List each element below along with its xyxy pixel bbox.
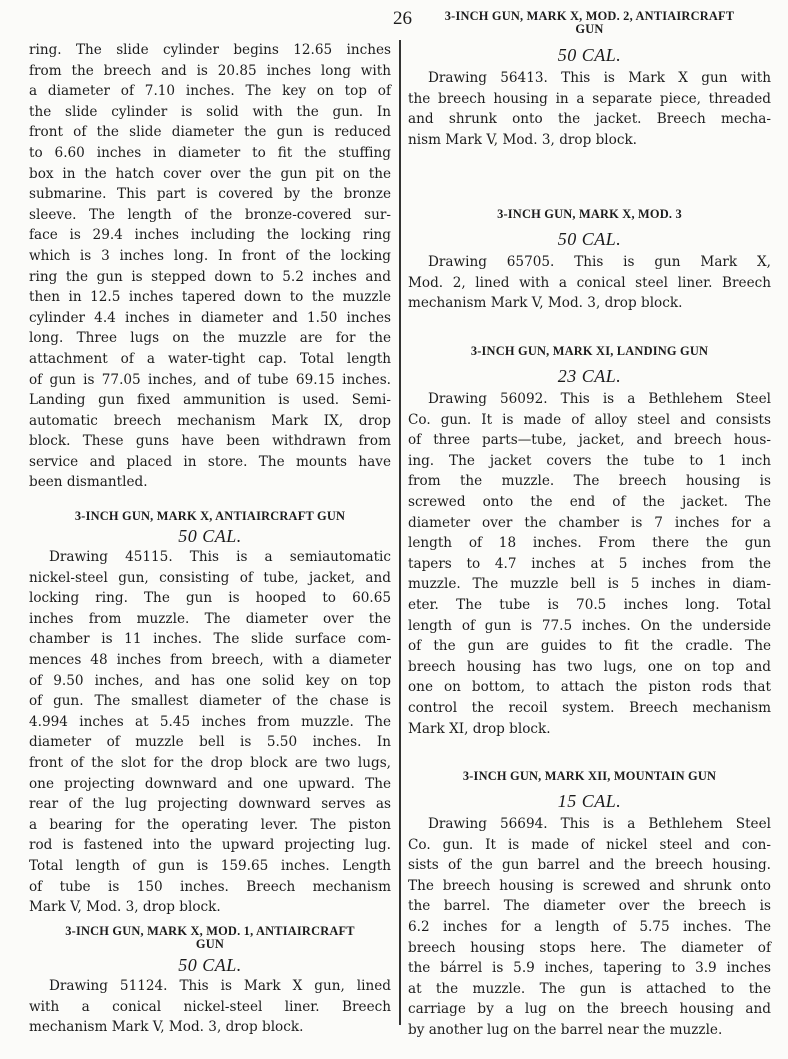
- caliber: 50 CAL.: [557, 229, 622, 249]
- heading-line: GUN: [575, 22, 604, 36]
- heading-line: 3-INCH GUN, MARK X, MOD. 1, ANTIAIRCRAFT: [65, 924, 355, 938]
- text-line: 6.2 inches for a length of 5.75 inches. The: [408, 918, 771, 935]
- text-line: with a conical nickel-steel liner. Breech: [29, 998, 391, 1015]
- text-line: of 9.50 inches, and has one solid key on top: [29, 672, 391, 689]
- text-line: Mark XI, drop block.: [408, 720, 551, 737]
- text-line: face is 29.4 inches including the locking ring: [29, 227, 391, 244]
- section-mark-x-mod3: [408, 208, 771, 314]
- text-line: diameter over the chamber is 7 inches for a: [408, 514, 771, 531]
- section-paragraph: [29, 976, 391, 1038]
- text-line: mences 48 inches from breech, with a diameter: [29, 651, 391, 668]
- text-line: Mod. 2, lined with a conical steel liner. Breech: [408, 274, 771, 291]
- intro-paragraph: [29, 40, 391, 493]
- text-line: service and placed in store. The mounts have: [29, 453, 391, 470]
- text-line: Drawing 56092. This is a Bethlehem Steel: [428, 391, 771, 407]
- text-line: rod is fastened into the upward projecting lug.: [29, 837, 391, 854]
- heading-line: 3-INCH GUN, MARK XI, LANDING GUN: [470, 344, 709, 358]
- section-heading: [408, 10, 771, 36]
- text-line: the slide cylinder is solid with the gun. In: [29, 103, 391, 120]
- text-line: cylinder 4.4 inches in diameter and 1.50 inches: [29, 309, 391, 326]
- text-line: muzzle. The muzzle bell is 5 inches in diam-: [408, 576, 771, 593]
- section-heading: [408, 345, 771, 358]
- text-line: sists of the gun barrel and the breech housing.: [408, 857, 771, 874]
- text-line: a diameter of 7.10 inches. The key on top of: [29, 83, 391, 100]
- text-line: of tube is 150 inches. Breech mechanism: [29, 878, 391, 895]
- text-line: at the muzzle. The gun is attached to the: [408, 980, 771, 997]
- text-line: chamber is 11 inches. The slide surface com-: [29, 631, 391, 648]
- text-line: submarine. This part is covered by the bronze: [29, 186, 391, 203]
- text-line: ring the gun is stepped down to 5.2 inches and: [29, 268, 391, 285]
- text-line: Total length of gun is 159.65 inches. Length: [29, 857, 391, 874]
- caliber: 50 CAL.: [178, 955, 242, 975]
- column-divider: [399, 40, 401, 1025]
- text-line: Drawing 56413. This is Mark X gun with: [428, 70, 771, 86]
- text-line: which is 3 inches long. In front of the locking: [29, 247, 391, 264]
- text-line: front of the slide diameter the gun is reduced: [29, 124, 391, 141]
- text-line: of the gun are guides to fit the cradle. The: [408, 638, 771, 655]
- text-line: from the muzzle. The breech housing is: [408, 473, 771, 490]
- text-line: the barrel. The diameter over the breech is: [408, 898, 771, 915]
- caliber: 23 CAL.: [557, 366, 622, 386]
- text-line: rear of the lug projecting downward serves as: [29, 796, 391, 813]
- text-line: the breech housing in a separate piece, threaded: [408, 90, 771, 107]
- text-line: ing. The jacket covers the tube to 1 inch: [408, 452, 771, 469]
- text-line: Drawing 56694. This is a Bethlehem Steel: [428, 816, 771, 832]
- section-paragraph: [29, 547, 391, 918]
- section-mark-xii: [408, 770, 771, 1041]
- text-line: Drawing 45115. This is a semiautomatic: [49, 549, 391, 565]
- text-line: locking ring. The gun is hooped to 60.65: [29, 590, 391, 607]
- section-paragraph: [408, 252, 771, 314]
- text-line: length of 18 inches. From there the gun: [408, 535, 771, 552]
- heading-line: 3-INCH GUN, MARK XII, MOUNTAIN GUN: [462, 769, 717, 783]
- text-line: of gun is 77.05 inches, and of tube 69.15 inches.: [29, 371, 391, 388]
- text-line: Landing gun fixed ammunition is used. Semi-: [29, 392, 391, 409]
- text-line: breech housing stops here. The diameter of: [408, 939, 771, 956]
- section-mark-x: [29, 510, 391, 918]
- text-line: of three parts—tube, jacket, and breech hous-: [408, 432, 771, 449]
- text-line: long. Three lugs on the muzzle are for the: [29, 330, 391, 347]
- text-line: nickel-steel gun, consisting of tube, jacket, and: [29, 569, 391, 586]
- section-paragraph: [408, 68, 771, 150]
- text-line: breech housing has two lugs, one on top and: [408, 658, 771, 675]
- text-line: Drawing 65705. This is gun Mark X,: [428, 254, 771, 270]
- text-line: from the breech and is 20.85 inches long with: [29, 62, 391, 79]
- text-line: ring. The slide cylinder begins 12.65 inches: [29, 42, 391, 58]
- text-line: the bárrel is 5.9 inches, tapering to 3.9 inches: [408, 960, 771, 977]
- text-line: one projecting downward and one upward. The: [29, 775, 391, 792]
- text-line: carriage by a lug on the breech housing and: [408, 1001, 771, 1018]
- text-line: mechanism Mark V, Mod. 3, drop block.: [29, 1019, 304, 1036]
- text-line: inches from muzzle. The diameter over the: [29, 610, 391, 627]
- text-line: Co. gun. It is made of alloy steel and consists: [408, 411, 771, 428]
- text-line: Drawing 51124. This is Mark X gun, lined: [49, 978, 391, 994]
- heading-line: 3-INCH GUN, MARK X, MOD. 2, ANTIAIRCRAFT: [444, 9, 735, 23]
- text-line: block. These guns have been withdrawn from: [29, 433, 391, 450]
- text-line: one on bottom, to attach the piston rods that: [408, 679, 771, 696]
- text-line: length of gun is 77.5 inches. On the underside: [408, 617, 771, 634]
- text-line: mechanism Mark V, Mod. 3, drop block.: [408, 295, 683, 312]
- section-mark-x-mod2: [408, 10, 771, 150]
- heading-line: 3-INCH GUN, MARK X, ANTIAIRCRAFT GUN: [74, 509, 346, 523]
- text-line: Co. gun. It is made of nickel steel and con-: [408, 836, 771, 853]
- text-line: The breech housing is screwed and shrunk onto: [408, 877, 771, 894]
- caliber: 15 CAL.: [557, 791, 622, 811]
- section-heading: [408, 770, 771, 783]
- text-line: been dismantled.: [29, 474, 148, 491]
- text-line: Mark V, Mod. 3, drop block.: [29, 899, 221, 916]
- section-heading: [29, 925, 391, 951]
- text-line: automatic breech mechanism Mark IX, drop: [29, 412, 391, 429]
- text-line: nism Mark V, Mod. 3, drop block.: [408, 131, 638, 148]
- text-line: attachment of a water-tight cap. Total length: [29, 350, 391, 367]
- text-line: a bearing for the operating lever. The piston: [29, 816, 391, 833]
- section-mark-xi: [408, 345, 771, 739]
- section-paragraph: [408, 814, 771, 1041]
- heading-line: 3-INCH GUN, MARK X, MOD. 3: [497, 207, 682, 221]
- text-line: to 6.60 inches in diameter to fit the stuffing: [29, 144, 391, 161]
- text-line: box in the hatch cover over the gun pit on the: [29, 165, 391, 182]
- section-heading: [408, 208, 771, 221]
- text-line: sleeve. The length of the bronze-covered sur-: [29, 206, 391, 223]
- section-paragraph: [408, 389, 771, 739]
- text-line: control the recoil system. Breech mechanism: [408, 699, 771, 716]
- page-number: 26: [393, 8, 412, 29]
- text-line: by another lug on the barrel near the muzzle.: [408, 1021, 723, 1038]
- caliber: 50 CAL.: [557, 45, 622, 65]
- text-line: 4.994 inches at 5.45 inches from muzzle. The: [29, 713, 391, 730]
- section-heading: [29, 510, 391, 523]
- text-line: front of the slot for the drop block are two lugs,: [29, 754, 391, 771]
- text-line: eter. The tube is 70.5 inches long. Total: [408, 596, 771, 613]
- section-mark-x-mod1: [29, 925, 391, 1038]
- caliber: 50 CAL.: [178, 526, 242, 546]
- text-line: then in 12.5 inches tapered down to the muzzle: [29, 289, 391, 306]
- text-line: diameter of muzzle bell is 5.50 inches. In: [29, 734, 391, 751]
- text-line: tapers to 4.7 inches at 5 inches from the: [408, 555, 771, 572]
- heading-line: GUN: [195, 937, 225, 951]
- text-line: of gun. The smallest diameter of the chase is: [29, 693, 391, 710]
- text-line: and shrunk onto the jacket. Breech mecha-: [408, 111, 771, 128]
- text-line: screwed onto the end of the jacket. The: [408, 493, 771, 510]
